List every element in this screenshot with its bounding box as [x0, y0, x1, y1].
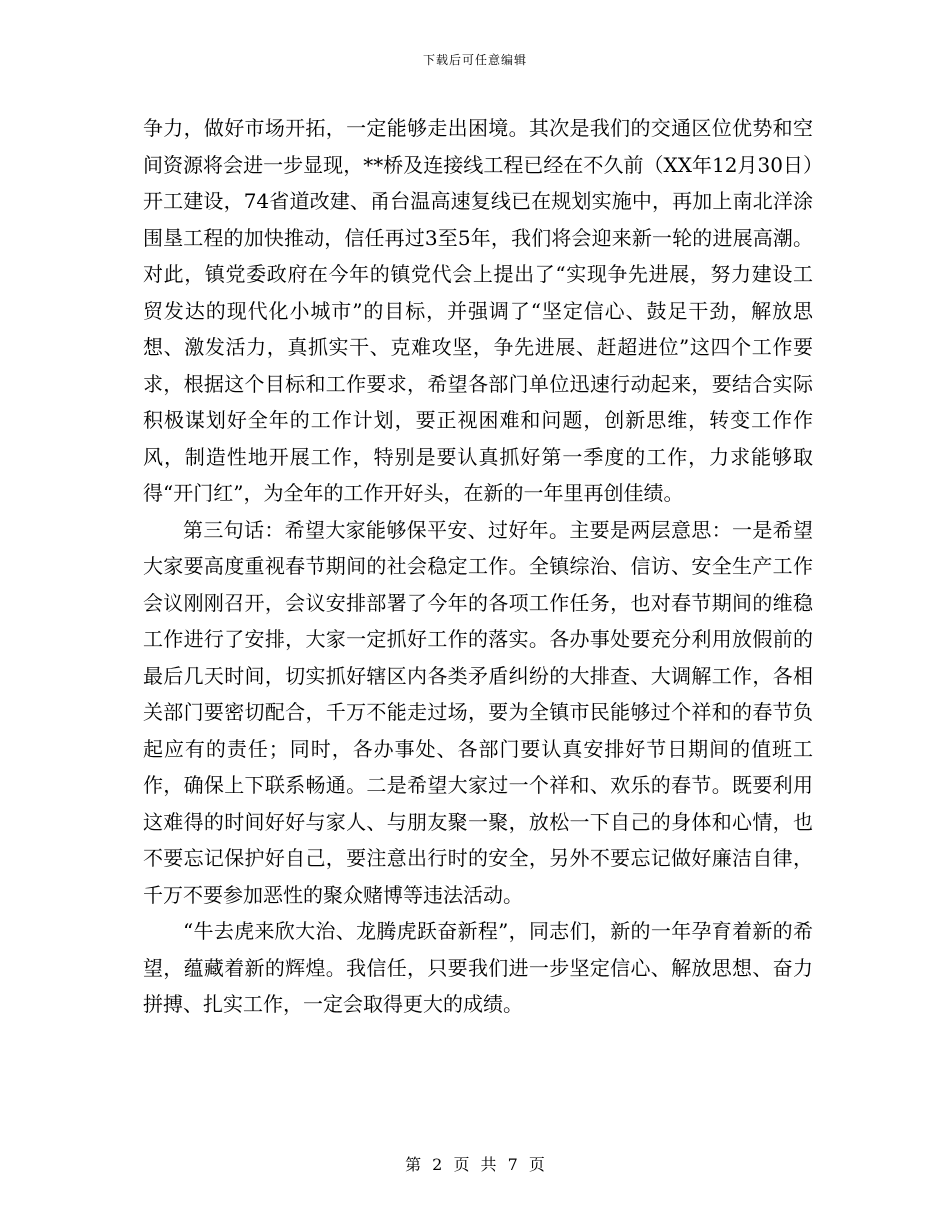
- paragraph-third-point: 第三句话：希望大家能够保平安、过好年。主要是两层意思：一是希望大家要高度重视春节期间的社会稳定工作。全镇综治、信访、安全生产工作会议刚刚召开，会议安排部署了今年的各项工作任务，也对春节期间的维稳工作进行了安排，大家一定抓好工作的落实。各办事处要充分利用放假前的最后几天时间，切实抓好辖区内各类矛盾纠纷的大排查、大调解工作，各相关部门要密切配合，千万不能走过场，要为全镇市民能够过个祥和的春节负起应有的责任；同时，各办事处、各部门要认真安排好节日期间的值班工作，确保上下联系畅通。二是希望大家过一个祥和、欢乐的春节。既要利用这难得的时间好好与家人、与朋友聚一聚，放松一下自己的身体和心情，也不要忘记保护好自己，要注意出行时的安全，另外不要忘记做好廉洁自律，千万不要参加恶性的聚众赌博等违法活动。: [143, 517, 813, 907]
- page-header: 下载后可任意编辑: [422, 53, 527, 67]
- paragraph-continued: 争力，做好市场开拓，一定能够走出困境。其次是我们的交通区位优势和空间资源将会进一步显现，**桥及连接线工程已经在不久前（XX年12月30日）开工建设，74省道改建、甬台温高速复线已在规划实施中，再加上南北洋涂围垦工程的加快推动，信任再过3至5年，我们将会迎来新一轮的进展高潮。对此，镇党委政府在今年的镇党代会上提出了“实现争先进展，努力建设工贸发达的现代化小城市”的目标，并强调了“坚定信心、鼓足干劲，解放思想、激发活力，真抓实干、克难攻坚，争先进展、赶超进位”这四个工作要求，根据这个目标和工作要求，希望各部门单位迅速行动起来，要结合实际积极谋划好全年的工作计划，要正视困难和问题，创新思维，转变工作作风，制造性地开展工作，特别是要认真抓好第一季度的工作，力求能够取得“开门红”，为全年的工作开好头，在新的一年里再创佳绩。: [143, 116, 813, 505]
- paragraph-closing: “牛去虎来欣大治、龙腾虎跃奋新程”，同志们，新的一年孕育着新的希望，蕴藏着新的辉煌。我信任，只要我们进一步坚定信心、解放思想、奋力拼搏、扎实工作，一定会取得更大的成绩。: [143, 919, 813, 1016]
- page-number-footer: 第 2 页 共 7 页: [405, 1155, 545, 1174]
- document-body: [143, 110, 813, 1023]
